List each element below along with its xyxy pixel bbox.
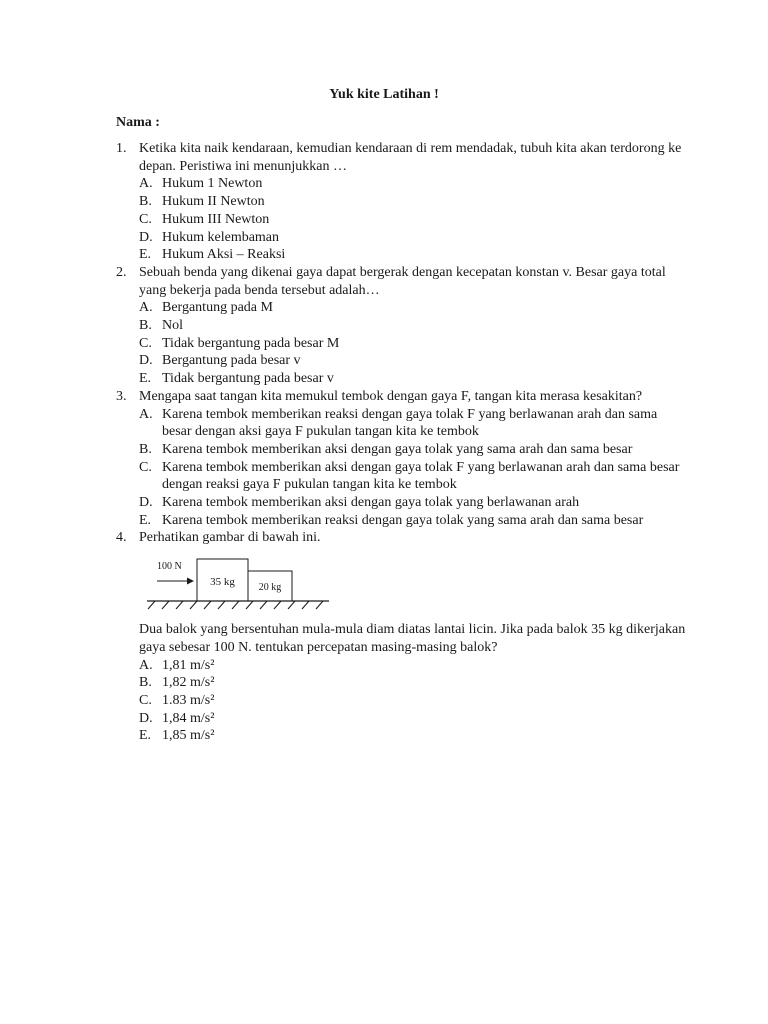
question-text: Perhatikan gambar di bawah ini. [139, 530, 321, 546]
option-letter: D. [139, 229, 153, 245]
hatch-mark [302, 601, 309, 609]
hatch-mark [260, 601, 267, 609]
block-20kg-label: 20 kg [258, 582, 282, 594]
block-35kg-label: 35 kg [210, 576, 235, 589]
hatch-mark [218, 601, 225, 609]
hatch-mark [316, 601, 323, 609]
option-letter: E. [139, 512, 152, 528]
option-letter: D. [139, 495, 153, 511]
option-item [139, 441, 686, 459]
question-number: 2. [116, 264, 127, 280]
option-text: Tidak bergantung pada besar v [162, 371, 334, 387]
page-title: Yuk kite Latihan ! [329, 87, 439, 102]
option-letter: B. [139, 194, 152, 210]
option-list [139, 299, 686, 388]
option-text: 1,81 m/s² [162, 657, 215, 673]
option-list [139, 406, 686, 530]
hatch-mark [274, 601, 281, 609]
option-text: Karena tembok memberikan aksi dengan gaya tolak yang sama arah dan sama besar [162, 441, 633, 457]
option-letter: E. [139, 728, 152, 744]
option-item [139, 299, 686, 317]
hatch-mark [148, 601, 155, 609]
question-2 [116, 264, 686, 388]
option-letter: E. [139, 371, 152, 387]
force-arrow-icon [157, 578, 194, 585]
option-text: Hukum 1 Newton [162, 176, 263, 192]
option-list [139, 175, 686, 264]
question-list [116, 140, 686, 745]
option-text: Hukum kelembaman [162, 229, 280, 245]
option-text: Hukum III Newton [162, 211, 270, 227]
hatch-mark [204, 601, 211, 609]
option-item [139, 459, 686, 494]
option-letter: A. [139, 406, 153, 422]
question-4 [116, 529, 686, 745]
question-followup-text: Dua balok yang bersentuhan mula-mula diam diatas lantai licin. Jika pada balok 35 kg dikerjakan gaya sebesar 100 N. tentukan percepatan masing-masing balok? [139, 622, 686, 655]
option-item [139, 674, 686, 692]
option-item [139, 335, 686, 353]
option-text: Karena tembok memberikan reaksi dengan gaya tolak yang sama arah dan sama besar [162, 512, 644, 528]
option-item [139, 246, 686, 264]
option-text: 1.83 m/s² [162, 692, 215, 708]
hatch-mark [246, 601, 253, 609]
option-text: Hukum Aksi – Reaksi [162, 247, 286, 263]
option-letter: C. [139, 211, 152, 227]
option-letter: C. [139, 459, 152, 475]
hatch-mark [162, 601, 169, 609]
option-letter: D. [139, 710, 153, 726]
option-letter: B. [139, 441, 152, 457]
blocks-figure [147, 557, 357, 609]
option-item [139, 175, 686, 193]
option-text: 1,85 m/s² [162, 728, 215, 744]
hatch-mark [232, 601, 239, 609]
option-text: Bergantung pada M [162, 300, 273, 316]
hatch-mark [176, 601, 183, 609]
option-item [139, 211, 686, 229]
hatch-mark [288, 601, 295, 609]
option-item [139, 352, 686, 370]
question-number: 3. [116, 388, 127, 404]
force-label: 100 N [157, 561, 182, 573]
option-list [139, 657, 686, 746]
option-text: Karena tembok memberikan aksi dengan gaya tolak F yang berlawanan arah dan sama besar dengan reaksi gaya F pukulan tangan kita ke tembok [162, 459, 680, 493]
option-item [139, 657, 686, 675]
option-item [139, 727, 686, 745]
option-text: 1,82 m/s² [162, 675, 215, 691]
option-text: Hukum II Newton [162, 194, 265, 210]
option-item [139, 229, 686, 247]
question-text: Ketika kita naik kendaraan, kemudian kendaraan di rem mendadak, tubuh kita akan terdorong ke depan. Peristiwa ini menunjukkan … [139, 141, 682, 174]
option-letter: C. [139, 692, 152, 708]
option-letter: E. [139, 247, 152, 263]
option-item [139, 406, 686, 441]
option-letter: A. [139, 300, 153, 316]
option-text: Karena tembok memberikan aksi dengan gaya tolak yang berlawanan arah [162, 495, 580, 511]
option-item [139, 710, 686, 728]
question-1 [116, 140, 686, 264]
option-item [139, 692, 686, 710]
option-text: 1,84 m/s² [162, 710, 215, 726]
option-item [139, 317, 686, 335]
option-item [139, 512, 686, 530]
option-letter: B. [139, 318, 152, 334]
option-letter: C. [139, 335, 152, 351]
option-text: Bergantung pada besar v [162, 353, 301, 369]
blocks-diagram [147, 557, 357, 611]
question-number: 1. [116, 141, 127, 156]
option-letter: D. [139, 353, 153, 369]
question-number: 4. [116, 530, 127, 546]
option-item [139, 494, 686, 512]
option-letter: A. [139, 657, 153, 673]
name-label: Nama : [116, 115, 160, 130]
floor-hatching [148, 601, 323, 609]
option-item [139, 193, 686, 211]
question-text: Sebuah benda yang dikenai gaya dapat bergerak dengan kecepatan konstan v. Besar gaya total yang bekerja pada benda tersebut adalah… [139, 264, 666, 298]
option-text: Tidak bergantung pada besar M [162, 335, 340, 351]
option-text: Karena tembok memberikan reaksi dengan gaya tolak F yang berlawanan arah dan sama besar dengan aksi gaya F pukulan tangan kita ke tembok [162, 406, 658, 440]
option-item [139, 370, 686, 388]
question-3 [116, 388, 686, 530]
option-letter: B. [139, 675, 152, 691]
question-text: Mengapa saat tangan kita memukul tembok dengan gaya F, tangan kita merasa kesakitan? [139, 388, 643, 404]
hatch-mark [190, 601, 197, 609]
option-text: Nol [162, 318, 183, 334]
option-letter: A. [139, 176, 153, 192]
